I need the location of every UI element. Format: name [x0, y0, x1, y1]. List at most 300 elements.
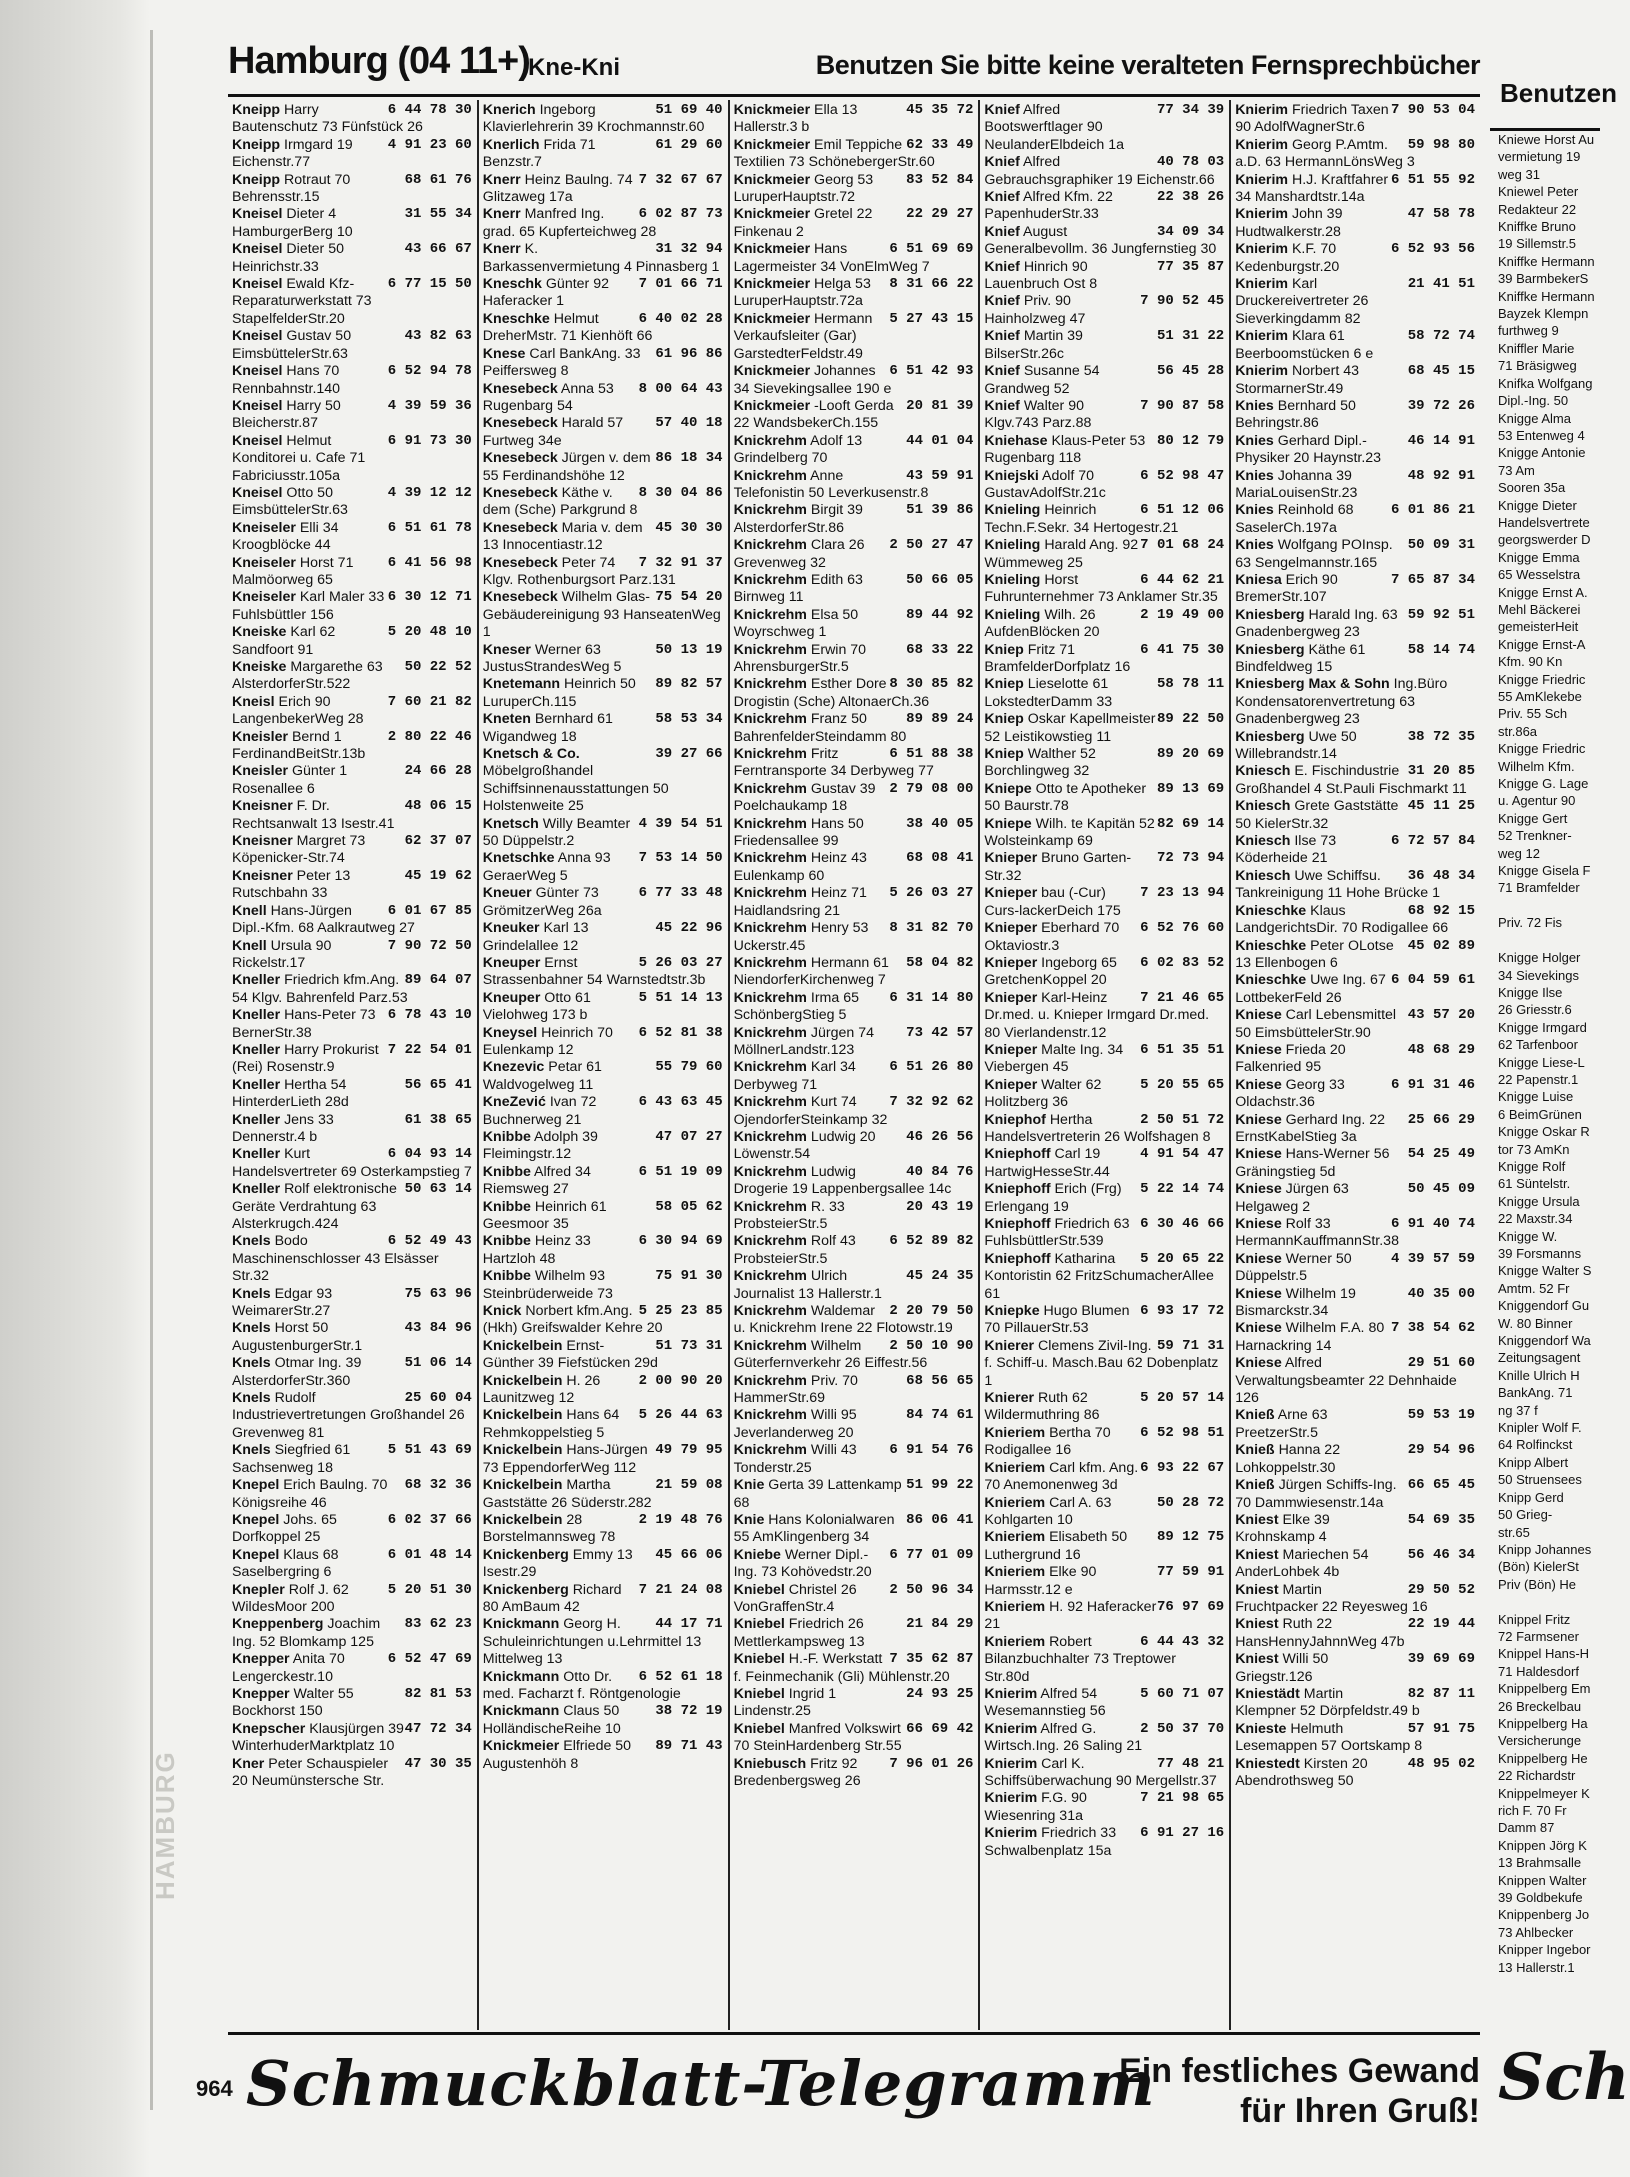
adjacent-page-lines — [1490, 131, 1600, 1976]
phone-number: 2 50 51 72 — [1140, 1111, 1225, 1128]
phone-number: 4 91 23 60 — [387, 136, 472, 153]
entry-name: Knesebeck — [482, 450, 558, 467]
phone-number: 39 27 66 — [655, 746, 723, 763]
entry-name: Knickrehm — [733, 780, 807, 797]
entry-details: Fritz 92 Bredenbergsweg 26 — [733, 1755, 861, 1789]
phone-number: 68 61 76 — [404, 171, 472, 188]
directory-entry — [232, 1616, 472, 1651]
directory-entry — [232, 1320, 472, 1355]
entry-details: Gerhard Ing. 22 ErnstKabelStieg 3a — [1235, 1111, 1386, 1145]
directory-entry — [483, 485, 723, 520]
entry-details: Adolf 13 Grindelberg 70 — [733, 432, 863, 467]
adjacent-page-line: Knippelmeyer K — [1498, 1785, 1590, 1801]
directory-entry — [984, 1756, 1224, 1791]
entry-details: Harald Ang. 92 Wümmeweg 25 — [984, 537, 1139, 571]
phone-number: 5 22 14 74 — [1140, 1181, 1225, 1198]
directory-entry — [984, 502, 1224, 537]
phone-number: 8 00 64 43 — [638, 380, 723, 397]
directory-entry — [1235, 833, 1475, 868]
adjacent-page-line: Sooren 35a — [1498, 480, 1566, 496]
phone-number: 82 69 14 — [1156, 815, 1225, 832]
directory-entry — [232, 1146, 472, 1181]
entry-name: Knibbe — [482, 1268, 531, 1285]
entry-name: Knesebeck — [482, 380, 558, 397]
entry-name: Knerr — [482, 241, 521, 258]
entry-name: Knierim — [1235, 241, 1289, 258]
entry-details: Helmut Konditorei u. Cafe 71 Fabriciusstr.105a — [232, 432, 366, 484]
entry-name: Kniese — [1235, 1181, 1282, 1198]
entry-details: Uwe Schiffsu. Tankreinigung 11 Hohe Brücke 1 — [1235, 867, 1440, 902]
entry-name: Kneller — [232, 1076, 281, 1093]
phone-number: 7 23 13 94 — [1140, 885, 1225, 902]
adjacent-page-line: Knipler Wolf F. — [1498, 1420, 1582, 1436]
adjacent-page-line: Kniggendorf Wa — [1498, 1333, 1591, 1349]
directory-entry — [1235, 241, 1475, 276]
phone-number: 56 45 28 — [1156, 363, 1225, 380]
entry-details: Ulrich Journalist 13 Hallerstr.1 — [733, 1268, 882, 1302]
directory-entry — [1235, 206, 1475, 241]
entry-name: Knieste — [1235, 1720, 1287, 1737]
entry-details: Helmuth Lesemappen 57 Oortskamp 8 — [1235, 1720, 1423, 1755]
directory-entry — [483, 1512, 723, 1547]
entry-name: Knels — [232, 1355, 271, 1372]
entry-details: Hans 64 Rehmkoppelstieg 5 — [482, 1407, 620, 1441]
directory-entry — [1235, 1320, 1475, 1355]
entry-name: Knels — [232, 1320, 271, 1337]
phone-number: 89 12 75 — [1156, 1529, 1225, 1546]
phone-number: 62 37 07 — [404, 833, 472, 850]
adjacent-page-line: 71 Bramfelder — [1498, 880, 1580, 896]
phone-number: 47 07 27 — [655, 1128, 723, 1145]
entry-name: Kniestedt — [1235, 1755, 1300, 1772]
entry-details: Wilhelm F.A. 80 Harnackring 14 — [1235, 1320, 1385, 1354]
entry-details: Lieselotte 61 LokstedterDamm 33 — [984, 676, 1113, 710]
entry-name: Knickrehm — [733, 989, 807, 1006]
entry-details: Elisabeth 50 Luthergrund 16 — [984, 1529, 1128, 1563]
entry-details: Adolph 39 Fleimingstr.12 — [482, 1128, 598, 1163]
phone-number: 6 30 46 66 — [1140, 1216, 1225, 1232]
directory-entry — [232, 763, 472, 798]
directory-entry — [483, 206, 723, 241]
directory-entry — [734, 572, 974, 607]
phone-number: 6 30 94 69 — [638, 1233, 723, 1250]
entry-details: Bernhard 50 Behringstr.86 — [1235, 397, 1356, 432]
directory-entry — [1235, 1181, 1475, 1216]
entry-details: Karl-Heinz Dr.med. u. Knieper Irmgard Dr.med. 80 Vierlandenstr.12 — [984, 989, 1210, 1041]
entry-details: Emil Teppiche Textilien 73 SchönebergerStr.60 — [733, 136, 935, 171]
phone-number: 75 63 96 — [404, 1285, 472, 1302]
entry-details: Irma 65 SchönbergStieg 5 — [733, 989, 859, 1024]
entry-details: Petar 61 Waldvogelweg 11 — [482, 1059, 602, 1093]
entry-name: Kniese — [1235, 1076, 1282, 1093]
phone-number: 73 42 57 — [906, 1024, 974, 1041]
directory-entry — [483, 1164, 723, 1199]
phone-number: 6 01 48 14 — [387, 1546, 472, 1563]
directory-entry — [734, 1756, 974, 1791]
entry-name: Knieper — [984, 850, 1038, 867]
entry-name: Knickmann — [482, 1616, 560, 1633]
directory-entry — [984, 154, 1224, 189]
entry-details: Wilhelm Glas-Gebäudereinigung 93 HanseatenWeg 1 — [482, 589, 721, 641]
entry-name: Kneuper — [482, 989, 541, 1006]
phone-number: 47 58 78 — [1407, 206, 1475, 223]
phone-number: 75 54 20 — [655, 589, 723, 606]
entry-name: Knickrehm — [733, 1337, 807, 1354]
phone-number: 5 20 55 65 — [1140, 1076, 1225, 1093]
entry-name: Knese — [482, 345, 526, 362]
entry-name: Knieling — [984, 606, 1041, 623]
entry-name: Kneschke — [482, 310, 550, 327]
entry-details: Erich Baulng. 70 Königsreihe 46 — [232, 1477, 388, 1511]
phone-number: 6 41 56 98 — [387, 554, 472, 571]
directory-entry — [734, 885, 974, 920]
entry-name: Knesebeck — [482, 415, 558, 432]
entry-details: Möbelgroßhandel Schiffsinnenausstattungen 50 Holstenweite 25 — [482, 763, 669, 815]
phone-number: 45 22 96 — [655, 920, 723, 937]
entry-details: Werner 50 Düppelstr.5 — [1235, 1250, 1352, 1285]
phone-number: 31 32 94 — [655, 241, 723, 258]
phone-number: 25 66 29 — [1407, 1111, 1475, 1128]
phone-number: 50 45 09 — [1407, 1181, 1475, 1198]
adjacent-page-line: 26 Griesstr.6 — [1498, 1002, 1572, 1018]
entry-details: Georg P.Amtm. a.D. 63 HermannLönsWeg 3 — [1235, 136, 1415, 171]
entry-details: Hans Lagermeister 34 VonElmWeg 7 — [733, 241, 930, 275]
entry-details: Ella 13 Hallerstr.3 b — [733, 102, 858, 136]
phone-number: 55 79 60 — [655, 1059, 723, 1076]
adjacent-page-line: Kniewe Horst Au — [1498, 132, 1595, 147]
adjacent-page-line: 50 Grieg- — [1498, 1507, 1553, 1523]
phone-number: 80 12 79 — [1156, 432, 1225, 449]
directory-entry — [483, 1025, 723, 1060]
phone-number: 43 66 67 — [404, 241, 472, 258]
entry-details: Hans 70 Rennbahnstr.140 — [232, 363, 341, 397]
directory-entry — [1235, 1251, 1475, 1286]
phone-number: 82 87 11 — [1407, 1685, 1475, 1702]
entry-details: Otmar Ing. 39 AlsterdorferStr.360 — [232, 1355, 362, 1389]
directory-entry — [984, 1495, 1224, 1530]
phone-number: 50 63 14 — [404, 1181, 472, 1198]
entry-name: Knies — [1235, 467, 1274, 484]
directory-entry — [483, 885, 723, 920]
entry-name: Knickrehm — [733, 1059, 807, 1076]
entry-name: Knickmeier — [482, 1738, 560, 1755]
phone-number: 68 56 65 — [906, 1372, 974, 1389]
phone-number: 58 72 74 — [1407, 328, 1475, 345]
entry-name: Knief — [984, 397, 1020, 414]
entry-details: Ernst Strassenbahner 54 Warnstedtstr.3b — [482, 954, 706, 989]
entry-details: Irmgard 19 Eichenstr.77 — [232, 136, 353, 171]
entry-name: Knieper — [984, 1041, 1038, 1058]
entry-details: Carl Lebensmittel 50 EimsbüttelerStr.90 — [1235, 1007, 1397, 1041]
phone-number: 50 66 05 — [906, 571, 974, 588]
directory-entry — [984, 1634, 1224, 1686]
entry-name: Kneisner — [232, 867, 293, 884]
adjacent-page-line: Knipp Gerd — [1498, 1489, 1564, 1505]
phone-number: 5 20 51 30 — [387, 1581, 472, 1598]
adjacent-page-line: Kniggendorf Gu — [1498, 1298, 1590, 1314]
directory-entry — [984, 433, 1224, 468]
entry-details: Werner 63 JustusStrandesWeg 5 — [482, 641, 622, 675]
entry-details: Heinrich 50 LuruperCh.115 — [482, 676, 636, 710]
entry-details: Georg 53 LuruperHauptstr.72 — [733, 171, 874, 206]
phone-number: 6 02 83 52 — [1140, 954, 1225, 971]
entry-name: Knierim — [1235, 206, 1289, 223]
phone-number: 6 51 69 69 — [889, 241, 974, 258]
entry-details: August Generalbevollm. 36 Jungfernstieg 30 — [984, 223, 1217, 258]
directory-entry — [1235, 1442, 1475, 1477]
phone-number: 58 53 34 — [655, 711, 723, 728]
entry-name: Knickrehm — [733, 1163, 807, 1180]
phone-number: 6 02 87 73 — [638, 206, 723, 223]
entry-name: Kneisel — [232, 363, 283, 380]
entry-details: Klaus-Peter 53 Rugenbarg 118 — [984, 432, 1146, 467]
directory-entry — [1235, 798, 1475, 833]
entry-name: Knief — [984, 154, 1020, 171]
phone-number: 44 17 71 — [655, 1616, 723, 1633]
phone-number: 8 30 04 86 — [638, 484, 723, 501]
adjacent-page-line: Damm 87 — [1498, 1820, 1555, 1836]
entry-details: Bernhard 61 Wigandweg 18 — [482, 711, 613, 745]
directory-entry — [1235, 468, 1475, 503]
phone-number: 58 14 74 — [1407, 641, 1475, 658]
entry-name: Kneisler — [232, 763, 288, 780]
entry-name: Kneller — [232, 1181, 281, 1198]
phone-number: 75 91 30 — [655, 1268, 723, 1285]
directory-entry — [984, 816, 1224, 851]
phone-number: 5 51 43 69 — [387, 1442, 472, 1459]
entry-name: Kneiseler — [232, 589, 296, 606]
entry-name: Knieschke — [1235, 937, 1307, 954]
entry-details: Arne 63 PreetzerStr.5 — [1235, 1407, 1328, 1441]
phone-number: 39 69 69 — [1407, 1651, 1475, 1668]
phone-number: 6 51 26 80 — [889, 1059, 974, 1076]
entry-details: Hans Kolonialwaren 55 AmKlingenberg 34 — [733, 1511, 895, 1546]
directory-entry — [984, 781, 1224, 816]
adjacent-page — [1490, 30, 1630, 2140]
directory-entry — [483, 450, 723, 485]
adjacent-page-line: Knigge Friedric — [1498, 741, 1586, 757]
directory-entry — [734, 502, 974, 537]
phone-number: 59 71 31 — [1156, 1337, 1225, 1354]
phone-number: 51 99 22 — [906, 1477, 974, 1494]
entry-details: Susanne 54 Grandweg 52 — [984, 363, 1100, 397]
phone-number: 7 01 66 71 — [638, 276, 723, 293]
entry-details: Anna 53 Rugenbarg 54 — [482, 380, 614, 414]
entry-details: Klaus 68 Saselbergring 6 — [232, 1546, 339, 1581]
entry-name: Knieriem — [984, 1529, 1046, 1546]
entry-details: Waldemar u. Knickrehm Irene 22 Flotowstr.19 — [733, 1303, 953, 1337]
directory-entry — [1235, 676, 1475, 728]
directory-entry — [984, 259, 1224, 294]
entry-details: Frieda 20 Falkenried 95 — [1235, 1041, 1346, 1076]
directory-entry — [483, 816, 723, 851]
entry-details: Claus 50 HolländischeReihe 10 — [482, 1703, 621, 1737]
directory-entry — [483, 1094, 723, 1129]
directory-entry — [483, 1738, 723, 1773]
entry-details: Manfred Volkswirt 70 SteinHardenberg Str.55 — [733, 1720, 902, 1755]
entry-name: Knie — [733, 1511, 765, 1528]
entry-details: Karl 13 Grindelallee 12 — [482, 920, 589, 954]
adjacent-page-line: 71 Haldesdorf — [1498, 1663, 1579, 1679]
phone-number: 89 64 07 — [404, 972, 472, 989]
directory-entry — [734, 537, 974, 572]
entry-details: Alfred Kfm. 22 PapenhuderStr.33 — [984, 189, 1113, 223]
entry-details: Ing.Büro Kondensatorenvertretung 63 Gnadenbergweg 23 — [1235, 676, 1448, 728]
entry-name: Knickelbein — [482, 1407, 563, 1424]
entry-name: Knibbe — [482, 1233, 531, 1250]
directory-entry — [483, 1669, 723, 1704]
entry-details: Friedrich 26 Mettlerkampsweg 13 — [733, 1616, 865, 1650]
phone-number: 89 44 92 — [906, 606, 974, 623]
adjacent-page-line: Knigge W. — [1498, 1228, 1558, 1244]
directory-entry — [232, 102, 472, 137]
phone-number: 21 84 29 — [906, 1616, 974, 1633]
phone-number: 45 35 72 — [906, 102, 974, 118]
phone-number: 51 06 14 — [404, 1355, 472, 1372]
adjacent-page-line: 64 Rolfinckst — [1498, 1437, 1573, 1453]
entry-details: Peter OLotse 13 Ellenbogen 6 — [1235, 937, 1394, 971]
entry-details: Ruth 62 Wildermuthring 86 — [984, 1390, 1100, 1424]
phone-number: 2 50 37 70 — [1140, 1720, 1225, 1737]
directory-entry — [734, 711, 974, 746]
directory-entry — [734, 1547, 974, 1582]
adjacent-page-line: 39 Forsmanns — [1498, 1246, 1582, 1261]
directory-entry — [984, 850, 1224, 885]
adjacent-page-line: Kniewel Peter — [1498, 184, 1579, 200]
phone-number: 89 13 69 — [1156, 780, 1225, 797]
entry-details: Ludwig 20 Löwenstr.54 — [733, 1128, 876, 1163]
adjacent-page-line: Knigge Ilse — [1498, 984, 1563, 1000]
entry-name: Knickmeier — [733, 310, 811, 327]
entry-name: Knickrehm — [733, 676, 807, 693]
entry-details: Priv. 90 Hainholzweg 47 — [984, 293, 1086, 327]
entry-name: Kniep — [984, 711, 1024, 728]
entry-name: Kneller — [232, 1041, 281, 1058]
phone-number: 50 13 19 — [655, 641, 723, 658]
entry-details: Georg 33 Oldachstr.36 — [1235, 1076, 1345, 1111]
entry-name: Knepscher — [232, 1720, 306, 1737]
phone-number: 83 62 23 — [404, 1616, 472, 1633]
entry-name: Kniese — [1235, 1355, 1282, 1372]
directory-entry — [1235, 642, 1475, 677]
adjacent-page-line: 73 Am — [1498, 462, 1535, 478]
entry-name: Kneuper — [482, 954, 541, 971]
directory-entry — [483, 241, 723, 276]
adjacent-page-line: Knigge Rolf — [1498, 1158, 1566, 1174]
entry-details: Hertha 54 HinterderLieth 28d — [232, 1076, 349, 1111]
entry-details: Käthe 61 Bindfeldweg 15 — [1235, 641, 1366, 675]
phone-number: 50 28 72 — [1156, 1494, 1225, 1511]
directory-entry — [984, 711, 1224, 746]
listing-column — [980, 100, 1231, 2030]
adjacent-page-line: Wilhelm Kfm. — [1498, 758, 1575, 774]
entry-name: Knickrehm — [733, 606, 807, 623]
entry-details: Jürgen Schiffs-Ing. 70 Dammwiesenstr.14a — [1235, 1477, 1397, 1511]
phone-number: 89 89 24 — [906, 711, 974, 728]
entry-details: Alfred G. Wirtsch.Ing. 26 Saling 21 — [984, 1720, 1143, 1755]
phone-number: 6 44 78 30 — [387, 102, 472, 118]
entry-name: Knickrehm — [733, 432, 807, 449]
phone-number: 68 08 41 — [906, 850, 974, 867]
directory-entry — [232, 1651, 472, 1686]
adjacent-page-line — [1490, 897, 1600, 914]
entry-details: Hans-Peter 73 BernerStr.38 — [232, 1007, 376, 1041]
phone-number: 45 11 25 — [1407, 798, 1475, 815]
directory-entry — [232, 328, 472, 363]
listing-column — [228, 100, 479, 2030]
entry-name: Kneisel — [232, 432, 283, 449]
entry-details: Ingeborg 65 GretchenKoppel 20 — [984, 954, 1117, 989]
directory-entry — [232, 276, 472, 328]
entry-name: Knickrehm — [733, 571, 807, 588]
adjacent-page-line: Knigge Friedric — [1498, 671, 1586, 687]
entry-details: Maria v. dem 13 Innocentiastr.12 — [482, 519, 643, 554]
entry-name: Knickrehm — [733, 1094, 807, 1111]
entry-name: Knief — [984, 189, 1020, 206]
entry-name: Knetsch & Co. — [482, 746, 580, 763]
entry-details: Reinhold 68 SaselerCh.197a — [1235, 502, 1354, 536]
entry-name: Knickrehm — [733, 1198, 807, 1215]
directory-entry — [734, 1059, 974, 1094]
entry-name: Knierim — [984, 1790, 1038, 1807]
entry-details: Friedrich 33 Schwalbenplatz 15a — [984, 1825, 1117, 1859]
phone-number: 48 06 15 — [404, 798, 472, 815]
directory-entry — [734, 311, 974, 363]
directory-entry — [483, 1129, 723, 1164]
adjacent-page-line: Knigge Gert — [1498, 810, 1568, 826]
entry-details: Hans 50 Friedensallee 99 — [733, 815, 864, 850]
adjacent-page-line: Knigge Walter S — [1498, 1263, 1592, 1279]
advert-slogan — [1119, 2051, 1480, 2131]
entry-details: Friedrich Taxen 90 AdolfWagnerStr.6 — [1235, 102, 1389, 136]
entry-details: Gerta 39 Lattenkamp 68 — [733, 1477, 902, 1511]
phone-number: 6 91 40 74 — [1390, 1216, 1475, 1232]
entry-name: Knickmeier — [733, 102, 811, 118]
entry-details: Kirsten 20 Abendrothsweg 50 — [1235, 1755, 1368, 1789]
entry-name: Kniephof — [984, 1111, 1046, 1128]
entry-name: Kniesberg — [1235, 728, 1305, 745]
entry-name: Knepel — [232, 1477, 280, 1494]
phone-number: 6 91 54 76 — [889, 1442, 974, 1459]
adjacent-page-line: Handelsvertrete — [1498, 514, 1590, 530]
entry-name: Kniestädt — [1235, 1685, 1300, 1702]
directory-entry — [984, 1181, 1224, 1216]
entry-name: Knickelbein — [482, 1477, 563, 1494]
phone-number: 47 72 34 — [404, 1720, 472, 1737]
directory-entry — [232, 555, 472, 590]
directory-entry — [984, 398, 1224, 433]
entry-name: Knickmeier — [733, 206, 811, 223]
entry-details: Wilh. te Kapitän 52 Wolsteinkamp 69 — [984, 815, 1155, 850]
entry-details: Hermann Verkaufsleiter (Gar) GarstedterFeldstr.49 — [733, 310, 873, 362]
directory-entry — [984, 189, 1224, 224]
phone-number: 48 68 29 — [1407, 1041, 1475, 1058]
entry-name: Kneller — [232, 1146, 281, 1163]
directory-entry — [734, 1094, 974, 1129]
adjacent-page-line: weg 31 — [1498, 166, 1540, 182]
entry-name: Knickrehm — [733, 815, 807, 832]
phone-number: 7 21 24 08 — [638, 1581, 723, 1598]
directory-entry — [734, 102, 974, 137]
entry-name: Kniese — [1235, 1216, 1282, 1232]
directory-entry — [232, 589, 472, 624]
phone-number: 72 73 94 — [1156, 850, 1225, 867]
phone-number: 21 59 08 — [655, 1477, 723, 1494]
entry-name: Knies — [1235, 397, 1274, 414]
entry-details: Joachim Ing. 52 Blomkamp 125 — [232, 1616, 381, 1650]
entry-details: Heinz 71 Haidlandsring 21 — [733, 885, 867, 919]
phone-number: 43 57 20 — [1407, 1007, 1475, 1024]
